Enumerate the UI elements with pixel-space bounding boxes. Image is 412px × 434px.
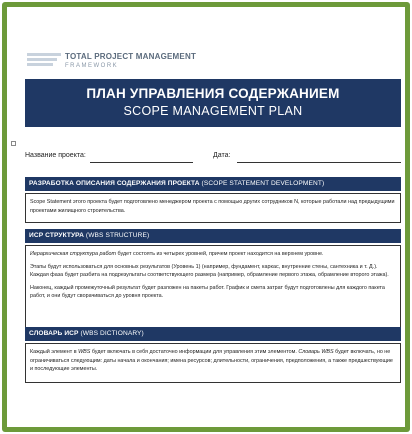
page-title-ru: ПЛАН УПРАВЛЕНИЯ СОДЕРЖАНИЕМ	[86, 86, 340, 101]
company-logo	[27, 50, 237, 76]
section-title-ru: РАЗРАБОТКА ОПИСАНИЯ СОДЕРЖАНИЯ ПРОЕКТА	[29, 180, 200, 187]
section-body-wbs-dictionary	[25, 343, 401, 383]
section-body-scope-statement	[25, 193, 401, 223]
page-title-en: SCOPE MANAGEMENT PLAN	[123, 104, 303, 118]
title-banner	[25, 79, 401, 127]
document-page	[7, 7, 405, 427]
paragraph-text: будет состоять из четырех уровней, причем проект находится на верхнем уровне.	[116, 251, 324, 257]
section-header-wbs-dictionary	[25, 327, 401, 341]
logo-title: TOTAL PROJECT MANAGEMENT	[65, 52, 197, 61]
section-title-en: (WBS STRUCTURE)	[83, 232, 150, 239]
section-paragraph-3: Наконец, каждый промежуточный результат будет разложен на пакеты работ. График и смета затрат будут подготовлены для каждого пакета работ, и они будут сворачиваться до уровня проекта.	[30, 284, 385, 300]
section-title-en: (SCOPE STATEMENT DEVELOPMENT)	[199, 180, 325, 187]
section-paragraph-1	[30, 348, 396, 374]
logo-subtitle: FRAMEWORK	[65, 63, 119, 69]
table-anchor-icon	[11, 141, 16, 146]
section-header-scope-statement	[25, 177, 401, 191]
logo-mark-icon	[27, 53, 61, 71]
date-label: Дата:	[213, 152, 231, 159]
document-frame	[2, 2, 410, 432]
paragraph-text: будет включать, но не ограничиваться следующим: даты начала и окончания; имена ресурсов; длительности, ограничения, предположения, а также предшествующие и последующие элементы.	[30, 349, 393, 373]
project-name-field[interactable]	[90, 162, 193, 163]
section-body-wbs-structure	[25, 245, 401, 333]
section-text: Scope Statement этого проекта будет подготовлено менеджером проекта с помощью других сотрудников N, которые работали над предыдущими проектами жилищного строительства.	[30, 199, 395, 214]
section-title-ru: СЛОВАРЬ ИСР	[29, 330, 79, 337]
section-title-en: (WBS DICTIONARY)	[78, 330, 144, 337]
paragraph-text: будет включать в себя достаточно информации для управления этим элементом.	[90, 349, 299, 355]
italic-term: Словарь WBS	[298, 349, 334, 355]
section-paragraph-2: Этапы будут использоваться для основных результатов (Уровень 1) (например, фундамент, каркас, внутренние стены, сантехника и т. Д.). Каждая фаза будет разбита на подрезультаты соответствующего размера (например, обрамление первого этажа, обрамление второго этажа).	[30, 263, 389, 279]
date-field[interactable]	[237, 162, 401, 163]
italic-term: Иерархическая структура работ	[30, 251, 117, 257]
section-paragraph-1	[30, 250, 396, 259]
paragraph-text: Каждый элемент в	[30, 349, 79, 355]
section-header-wbs-structure	[25, 229, 401, 243]
italic-term: WBS	[78, 349, 91, 355]
project-name-label: Название проекта:	[25, 152, 86, 159]
section-title-ru: ИСР СТРУКТУРА	[29, 232, 84, 239]
